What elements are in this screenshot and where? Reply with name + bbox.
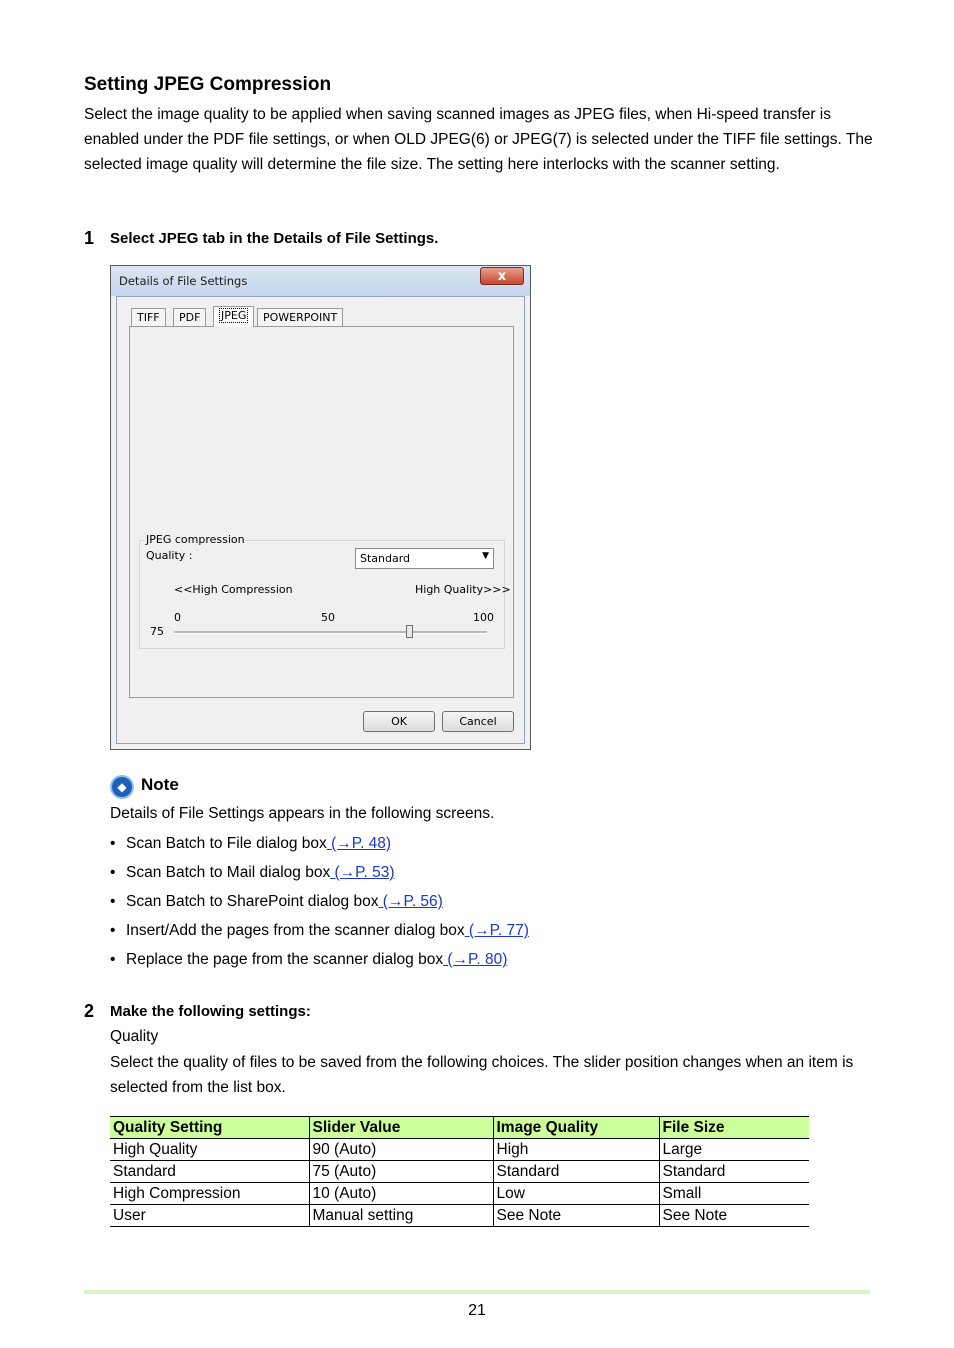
table-cell: Manual setting <box>309 1205 493 1227</box>
quality-select[interactable] <box>355 548 494 569</box>
table-cell: 75 (Auto) <box>309 1161 493 1183</box>
table-cell: High Quality <box>110 1139 309 1161</box>
list-item-text: Scan Batch to Mail dialog box <box>126 864 331 881</box>
ok-button[interactable]: OK <box>363 711 435 732</box>
step-1-text: Select JPEG tab in the Details of File Settings. <box>110 230 439 247</box>
tick-min: 0 <box>174 611 181 624</box>
slider-value-readout: 75 <box>150 625 164 638</box>
tab-pdf[interactable]: PDF <box>173 308 206 326</box>
table-cell: High <box>493 1139 659 1161</box>
table-cell: 10 (Auto) <box>309 1183 493 1205</box>
step-1-number: 1 <box>84 228 95 248</box>
table-cell: Small <box>659 1183 809 1205</box>
table-row <box>110 1139 809 1161</box>
high-quality-label: High Quality>>> <box>415 583 511 596</box>
column-header: Quality Setting <box>110 1117 309 1139</box>
column-header: Slider Value <box>309 1117 493 1139</box>
cancel-button[interactable]: Cancel <box>442 711 514 732</box>
quality-slider-track[interactable] <box>174 631 487 634</box>
quality-description: Select the quality of files to be saved from the following choices. The slider position changes when an item is selected from the list box. <box>110 1054 854 1096</box>
quality-label: Quality : <box>146 549 193 562</box>
page-link[interactable]: (→P. 80) <box>443 951 508 968</box>
list-item-text: Replace the page from the scanner dialog box <box>126 951 444 968</box>
quality-subheading: Quality <box>110 1028 159 1045</box>
table-cell: Standard <box>110 1161 309 1183</box>
note-icon: ◆ <box>110 775 134 799</box>
column-header: File Size <box>659 1117 809 1139</box>
list-item: • Scan Batch to File dialog box (→P. 48) <box>110 835 392 852</box>
high-compression-label: <<High Compression <box>174 583 293 596</box>
table-header-row <box>110 1117 809 1139</box>
tick-mid: 50 <box>321 611 335 624</box>
table-cell: Low <box>493 1183 659 1205</box>
details-of-file-settings-dialog <box>110 265 531 750</box>
table-cell: 90 (Auto) <box>309 1139 493 1161</box>
table-cell: User <box>110 1205 309 1227</box>
page-link[interactable]: (→P. 53) <box>330 864 395 881</box>
page-link[interactable]: (→P. 48) <box>326 835 392 852</box>
table-cell: See Note <box>493 1205 659 1227</box>
table-row <box>110 1183 809 1205</box>
intro-paragraph: Select the image quality to be applied when saving scanned images as JPEG files, when Hi-speed transfer is enabled under the PDF file settings, or when OLD JPEG(6) or JPEG(7) is selected under the TIFF file settings. The selected image quality will determine the file size. The setting here interlocks with the scanner setting. <box>84 106 873 173</box>
step-2-number: 2 <box>84 1001 95 1021</box>
quality-table <box>110 1116 809 1227</box>
quality-select-value: Standard <box>360 552 411 565</box>
tick-max: 100 <box>473 611 494 624</box>
list-item: • Scan Batch to SharePoint dialog box (→P. 56) <box>110 893 443 910</box>
table-cell: High Compression <box>110 1183 309 1205</box>
note-intro: Details of File Settings appears in the following screens. <box>110 805 495 822</box>
page-link[interactable]: (→P. 77) <box>464 922 529 939</box>
dialog-titlebar <box>111 266 530 296</box>
dialog-title: Details of File Settings <box>119 274 248 288</box>
page-number: 21 <box>468 1302 486 1319</box>
chevron-down-icon: ▼ <box>482 551 489 561</box>
list-item: • Replace the page from the scanner dialog box (→P. 80) <box>110 951 508 968</box>
list-item: • Insert/Add the pages from the scanner dialog box (→P. 77) <box>110 922 529 939</box>
table-cell: Large <box>659 1139 809 1161</box>
note-list <box>110 831 529 976</box>
tab-jpeg[interactable] <box>213 306 254 327</box>
table-cell: See Note <box>659 1205 809 1227</box>
table-cell: Standard <box>659 1161 809 1183</box>
page-link[interactable]: (→P. 56) <box>378 893 443 910</box>
list-item: • Scan Batch to Mail dialog box (→P. 53) <box>110 864 395 881</box>
tab-powerpoint[interactable]: POWERPOINT <box>257 308 343 326</box>
footer-divider <box>84 1290 870 1294</box>
column-header: Image Quality <box>493 1117 659 1139</box>
tab-tiff[interactable]: TIFF <box>131 308 166 326</box>
table-cell: Standard <box>493 1161 659 1183</box>
list-item-text: Scan Batch to File dialog box <box>126 835 327 852</box>
list-item-text: Scan Batch to SharePoint dialog box <box>126 893 379 910</box>
close-button[interactable]: x <box>480 267 524 285</box>
tab-jpeg-label: JPEG <box>221 309 247 322</box>
section-title: Setting JPEG Compression <box>84 74 332 95</box>
table-row <box>110 1161 809 1183</box>
jpeg-compression-label: JPEG compression <box>146 533 245 546</box>
list-item-text: Insert/Add the pages from the scanner dialog box <box>126 922 465 939</box>
table-row <box>110 1205 809 1227</box>
step-2-text: Make the following settings: <box>110 1003 311 1020</box>
note-title: Note <box>141 775 179 794</box>
quality-slider-thumb[interactable] <box>406 625 413 638</box>
